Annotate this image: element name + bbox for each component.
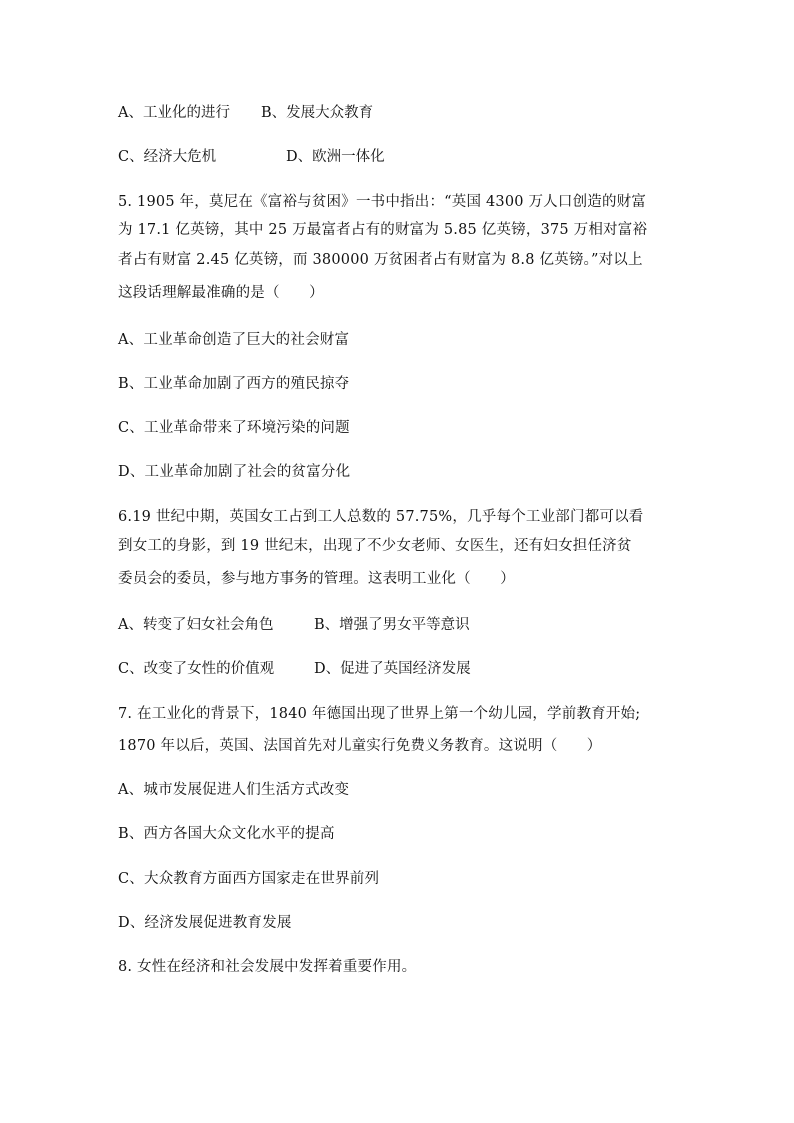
q7-option-d[interactable]: D、经济发展促进教育发展 <box>118 915 292 931</box>
q4-option-c[interactable]: C、经济大危机 <box>118 149 217 165</box>
q6-option-c[interactable]: C、改变了女性的价值观 <box>118 661 275 677</box>
q5-stem-line-4: 这段话理解最准确的是（ ） <box>118 285 324 301</box>
q7-stem-line-1: 7. 在工业化的背景下，1840 年德国出现了世界上第一个幼儿园，学前教育开始; <box>118 706 641 722</box>
q6-option-b[interactable]: B、增强了男女平等意识 <box>314 617 470 633</box>
q5-option-a[interactable]: A、工业革命创造了巨大的社会财富 <box>118 332 350 348</box>
q6-option-d[interactable]: D、促进了英国经济发展 <box>314 661 471 677</box>
q5-stem-line-3: 者占有财富 2.45 亿英镑，而 380000 万贫困者占有财富为 8.8 亿英镑。”对以上 <box>118 252 643 268</box>
q7-option-a[interactable]: A、城市发展促进人们生活方式改变 <box>118 782 350 798</box>
q4-option-d[interactable]: D、欧洲一体化 <box>286 149 385 165</box>
q5-option-b[interactable]: B、工业革命加剧了西方的殖民掠夺 <box>118 376 350 392</box>
q6-stem-line-3: 委员会的委员，参与地方事务的管理。这表明工业化（ ） <box>118 571 515 587</box>
q7-stem-line-2: 1870 年以后，英国、法国首先对儿童实行免费义务教育。这说明（ ） <box>118 738 602 754</box>
q6-stem-line-1: 6.19 世纪中期，英国女工占到工人总数的 57.75%，几乎每个工业部门都可以看 <box>118 509 644 525</box>
q7-option-c[interactable]: C、大众教育方面西方国家走在世界前列 <box>118 871 380 887</box>
q5-option-c[interactable]: C、工业革命带来了环境污染的问题 <box>118 420 350 436</box>
q6-stem-line-2: 到女工的身影，到 19 世纪末，出现了不少女老师、女医生，还有妇女担任济贫 <box>118 538 632 554</box>
q5-stem-line-1: 5. 1905 年，莫尼在《富裕与贫困》一书中指出：“英国 4300 万人口创造的财富 <box>118 194 647 210</box>
q5-stem-line-2: 为 17.1 亿英镑，其中 25 万最富者占有的财富为 5.85 亿英镑，375 万相对富裕 <box>118 222 648 238</box>
q6-option-a[interactable]: A、转变了妇女社会角色 <box>118 617 274 633</box>
q5-option-d[interactable]: D、工业革命加剧了社会的贫富分化 <box>118 464 351 480</box>
q4-option-a[interactable]: A、工业化的进行 <box>118 105 230 121</box>
q8-stem: 8. 女性在经济和社会发展中发挥着重要作用。 <box>118 959 417 975</box>
q7-option-b[interactable]: B、西方各国大众文化水平的提高 <box>118 826 335 842</box>
q4-option-b[interactable]: B、发展大众教育 <box>261 105 374 121</box>
